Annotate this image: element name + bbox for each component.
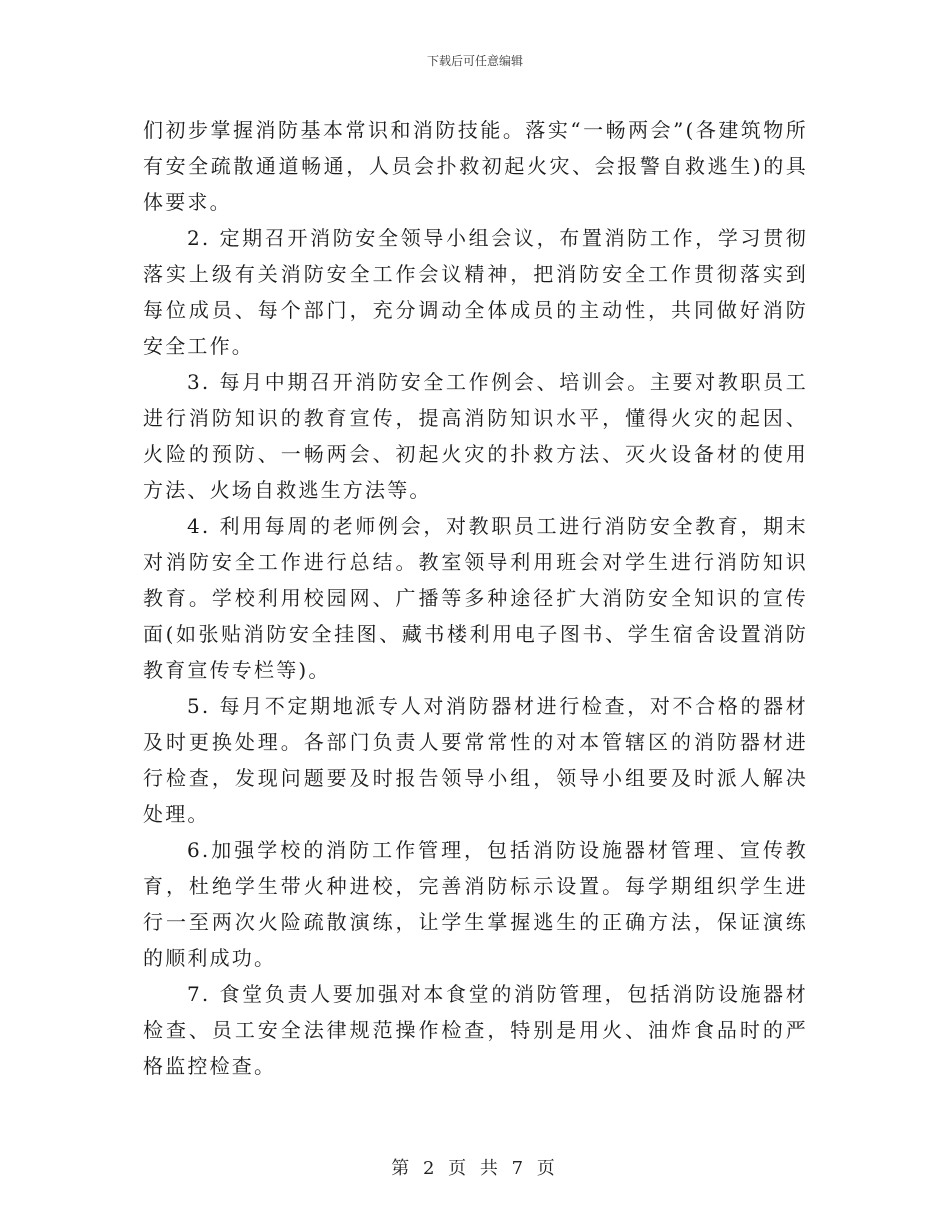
paragraph-item-5: 5. 每月不定期地派专人对消防器材进行检查，对不合格的器材及时更换处理。各部门负责人要常常性的对本管辖区的消防器材进行检查，发现问题要及时报告领导小组，领导小组要及时派人解决处理。 [143,694,808,826]
page-footer: 第 2 页 共 7 页 [391,1158,559,1179]
paragraph-item-4: 4. 利用每周的老师例会，对教职员工进行消防安全教育，期末对消防安全工作进行总结。教室领导利用班会对学生进行消防知识教育。学校利用校园网、广播等多种途径扩大消防安全知识的宣传面(如张贴消防安全挂图、藏书楼利用电子图书、学生宿舍设置消防教育宣传专栏等)。 [143,514,808,682]
paragraph-continuation: 们初步掌握消防基本常识和消防技能。落实“一畅两会”(各建筑物所有安全疏散通道畅通，人员会扑救初起火灾、会报警自救逃生)的具体要求。 [143,118,808,214]
paragraph-item-7: 7. 食堂负责人要加强对本食堂的消防管理，包括消防设施器材检查、员工安全法律规范操作检查，特别是用火、油炸食品时的严格监控检查。 [143,982,808,1078]
paragraph-item-3: 3. 每月中期召开消防安全工作例会、培训会。主要对教职员工进行消防知识的教育宣传，提高消防知识水平，懂得火灾的起因、火险的预防、一畅两会、初起火灾的扑救方法、灭火设备材的使用方法、火场自救逃生方法等。 [143,370,808,502]
paragraph-item-6: 6.加强学校的消防工作管理，包括消防设施器材管理、宣传教育，杜绝学生带火种进校，完善消防标示设置。每学期组织学生进行一至两次火险疏散演练，让学生掌握逃生的正确方法，保证演练的顺利成功。 [143,838,808,970]
document-body [143,112,808,1084]
page-header: 下载后可任意编辑 [426,54,523,68]
paragraph-item-2: 2. 定期召开消防安全领导小组会议，布置消防工作，学习贯彻落实上级有关消防安全工作会议精神，把消防安全工作贯彻落实到每位成员、每个部门，充分调动全体成员的主动性，共同做好消防安全工作。 [143,226,808,358]
